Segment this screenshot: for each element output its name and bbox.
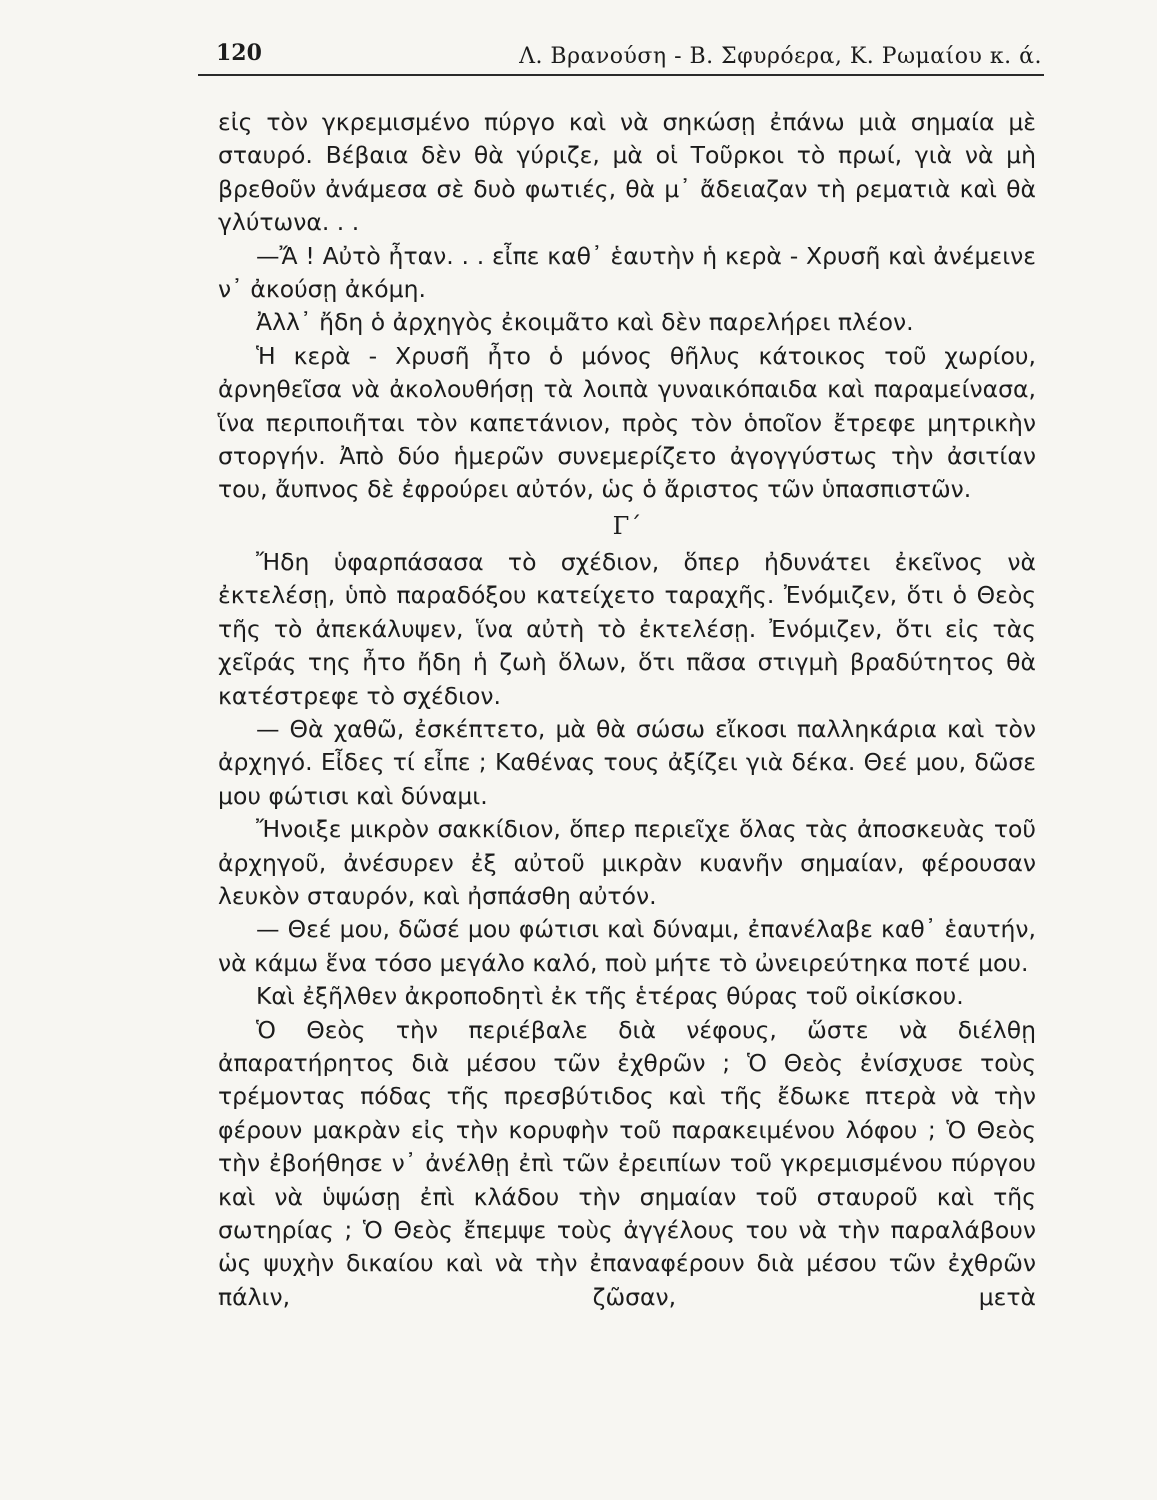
paragraph-continuation: εἰς τὸν γκρεμισμένο πύργο καὶ νὰ σηκώσῃ ἐπάνω μιὰ σημαία μὲ σταυρό. Βέβαια δὲν θὰ γύριζε, μὰ οἱ Τοῦρκοι τὸ πρωί, γιὰ νὰ μὴ βρεθοῦν ἀνάμεσα σὲ δυὸ φωτιές, θὰ μ᾽ ἄδειαζαν τὴ ρεματιὰ καὶ θὰ γλύτωνα. . . (218, 108, 1036, 237)
paragraph: Ἤνοιξε μικρὸν σακκίδιον, ὅπερ περιεῖχε ὅλας τὰς ἀποσκευὰς τοῦ ἀρχηγοῦ, ἀνέσυρεν ἐξ αὐτοῦ μικρὰν κυανῆν σημαίαν, φέρουσαν λευκὸν σταυρόν, καὶ ἠσπάσθη αὐτόν. (218, 815, 1036, 910)
paragraph: Ἀλλ᾽ ἤδη ὁ ἀρχηγὸς ἐκοιμᾶτο καὶ δὲν παρελήρει πλέον. (256, 308, 914, 337)
paragraph-dialogue: — Θεέ μου, δῶσέ μου φώτισι καὶ δύναμι, ἐπανέλαβε καθ᾽ ἑαυτήν, νὰ κάμω ἕνα τόσο μεγάλο καλό, ποὺ μήτε τὸ ὠνειρεύτηκα ποτέ μου. (218, 915, 1036, 977)
paragraph-dialogue: — Θὰ χαθῶ, ἐσκέπτετο, μὰ θὰ σώσω εἴκοσι παλληκάρια καὶ τὸν ἀρχηγό. Εἶδες τί εἶπε ; Καθένας τους ἀξίζει γιὰ δέκα. Θεέ μου, δῶσε μου φώτισι καὶ δύναμι. (218, 714, 1036, 810)
paragraph: Ἤδη ὑφαρπάσασα τὸ σχέδιον, ὅπερ ἠδυνάτει ἐκεῖνος νὰ ἐκτελέσῃ, ὑπὸ παραδόξου κατείχετο ταραχῆς. Ἐνόμιζεν, ὅτι ὁ Θεὸς τῆς τὸ ἀπεκάλυψεν, ἵνα αὐτὴ τὸ ἐκτελέσῃ. Ἐνόμιζεν, ὅτι εἰς τὰς χεῖράς της ἦτο ἤδη ἡ ζωὴ ὅλων, ὅτι πᾶσα στιγμὴ βραδύτητος θὰ κατέστρεφε τὸ σχέδιον. (218, 547, 1036, 710)
paragraph: Ἡ κερὰ - Χρυσῆ ἦτο ὁ μόνος θῆλυς κάτοικος τοῦ χωρίου, ἀρνηθεῖσα νὰ ἀκολουθήσῃ τὰ λοιπὰ γυναικόπαιδα καὶ παραμείνασα, ἵνα περιποιῆται τὸν καπετάνιον, πρὸς τὸν ὁποῖον ἔτρεφε μητρικὴν στοργήν. Ἀπὸ δύο ἡμερῶν συνεμερίζετο ἀγογγύστως τὴν ἀσιτίαν του, ἄυπνος δὲ ἐφρούρει αὐτόν, ὡς ὁ ἄριστος τῶν ὑπασπιστῶν. (218, 341, 1036, 504)
page-header (198, 38, 1044, 76)
section-heading: Γ΄ (612, 511, 642, 540)
paragraph: Ὁ Θεὸς τὴν περιέβαλε διὰ νέφους, ὥστε νὰ διέλθῃ ἀπαρατήρητος διὰ μέσου τῶν ἐχθρῶν ; Ὁ Θεὸς ἐνίσχυσε τοὺς τρέμοντας πόδας τῆς πρεσβύτιδος καὶ τῆς ἔδωκε πτερὰ νὰ τὴν φέρουν μακρὰν εἰς τὴν κορυφὴν τοῦ παρακειμένου λόφου ; Ὁ Θεὸς τὴν ἐβοήθησε ν᾽ ἀνέλθῃ ἐπὶ τῶν ἐρειπίων τοῦ γκρεμισμένου πύργου καὶ νὰ ὑψώσῃ ἐπὶ κλάδου τὴν σημαίαν τοῦ σταυροῦ καὶ τῆς σωτηρίας ; Ὁ Θεὸς ἔπεμψε τοὺς ἀγγέλους του νὰ τὴν παραλάβουν ὡς ψυχὴν δικαίου καὶ νὰ τὴν ἐπαναφέρουν διὰ μέσου τῶν ἐχθρῶν πάλιν, ζῶσαν, μετὰ (218, 1015, 1036, 1311)
page-number: 120 (216, 40, 262, 66)
text-body (218, 106, 1036, 1314)
running-head: Λ. Βρανούση - Β. Σφυρόερα, Κ. Ρωμαίου κ. ά. (519, 44, 1042, 69)
paragraph-dialogue: —Ἄ ! Αὐτὸ ἦταν. . . εἶπε καθ᾽ ἑαυτὴν ἡ κερὰ - Χρυσῆ καὶ ἀνέμεινε ν᾽ ἀκούσῃ ἀκόμη. (218, 241, 1036, 304)
paragraph: Καὶ ἐξῆλθεν ἀκροποδητὶ ἐκ τῆς ἑτέρας θύρας τοῦ οἰκίσκου. (256, 982, 964, 1011)
